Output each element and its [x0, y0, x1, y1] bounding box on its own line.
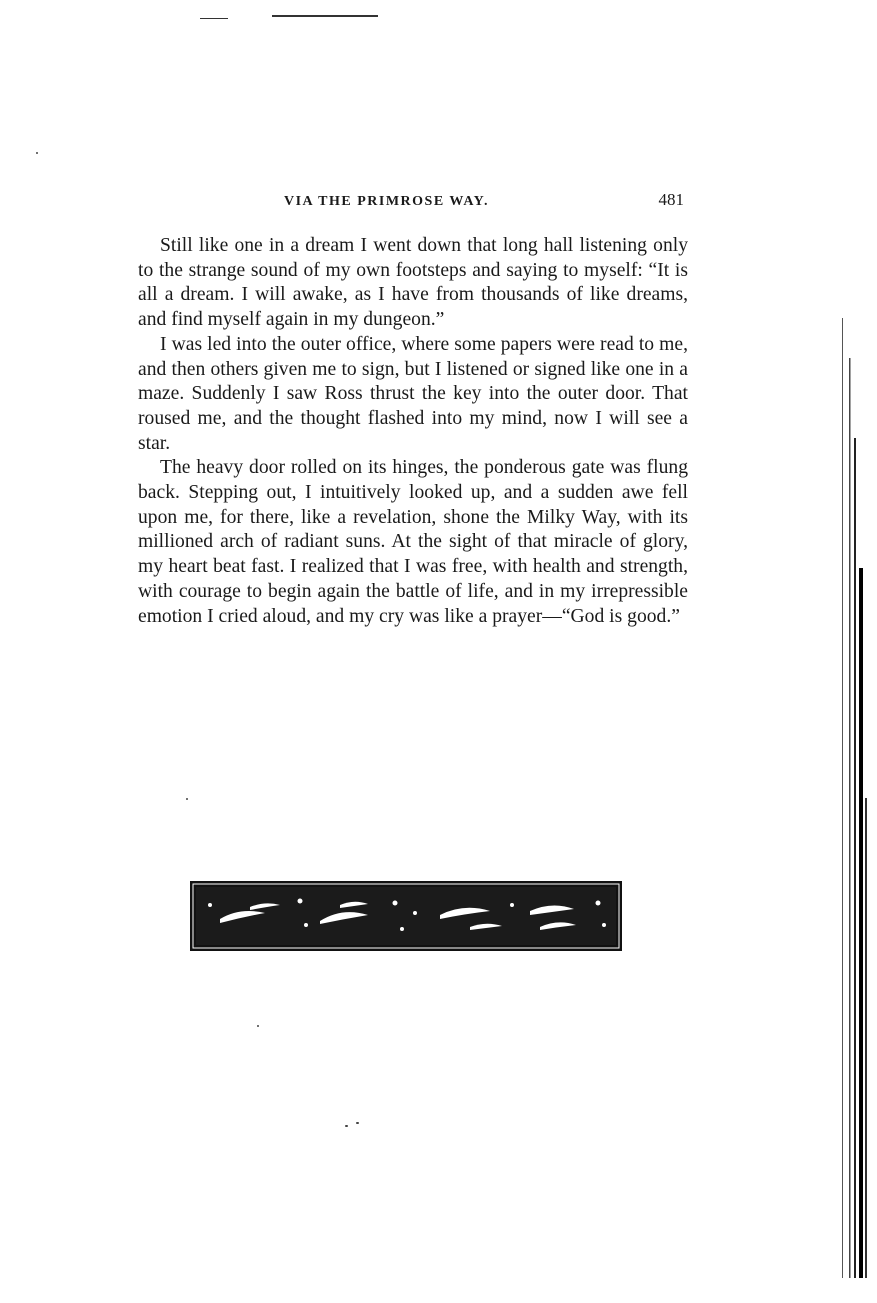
decorative-tailpiece-icon: [190, 881, 622, 951]
scan-artifact-line: [272, 15, 378, 17]
paragraph: Still like one in a dream I went down that long hall listening only to the strange sound of my own footsteps and saying to myself: “It is all a dream. I will awake, as I have from thousands of like dreams, and find myself again in my dungeon.”: [138, 235, 688, 331]
paragraph: The heavy door rolled on its hinges, the ponderous gate was flung back. Stepping out, I intuitively looked up, and a sudden awe fell upon me, for there, like a revelation, shone the Milky Way, with its millioned arch of radiant suns. At the sight of that miracle of glory, my heart beat fast. I realized that I was free, with health and strength, with courage to begin again the battle of life, and in my irrepressible emotion I cried aloud, and my cry was like a prayer—“God is good.”: [138, 457, 688, 627]
page-number: 481: [658, 190, 684, 209]
running-head: [138, 190, 688, 216]
running-title: VIA THE PRIMROSE WAY.: [284, 194, 490, 209]
scan-artifact-line: [200, 18, 228, 19]
scan-speck: [186, 798, 188, 800]
scan-speck: [356, 1122, 359, 1124]
scan-speck: [257, 1025, 259, 1027]
scan-speck: [345, 1125, 348, 1127]
body-text: [138, 234, 688, 629]
scan-speck: [36, 152, 38, 154]
paragraph: I was led into the outer office, where some papers were read to me, and then others given me to sign, but I listened or signed like one in a maze. Suddenly I saw Ross thrust the key into the outer door. That roused me, and the thought flashed into my mind, now I will see a star.: [138, 333, 688, 454]
page-edge-shadow: [842, 318, 872, 1278]
